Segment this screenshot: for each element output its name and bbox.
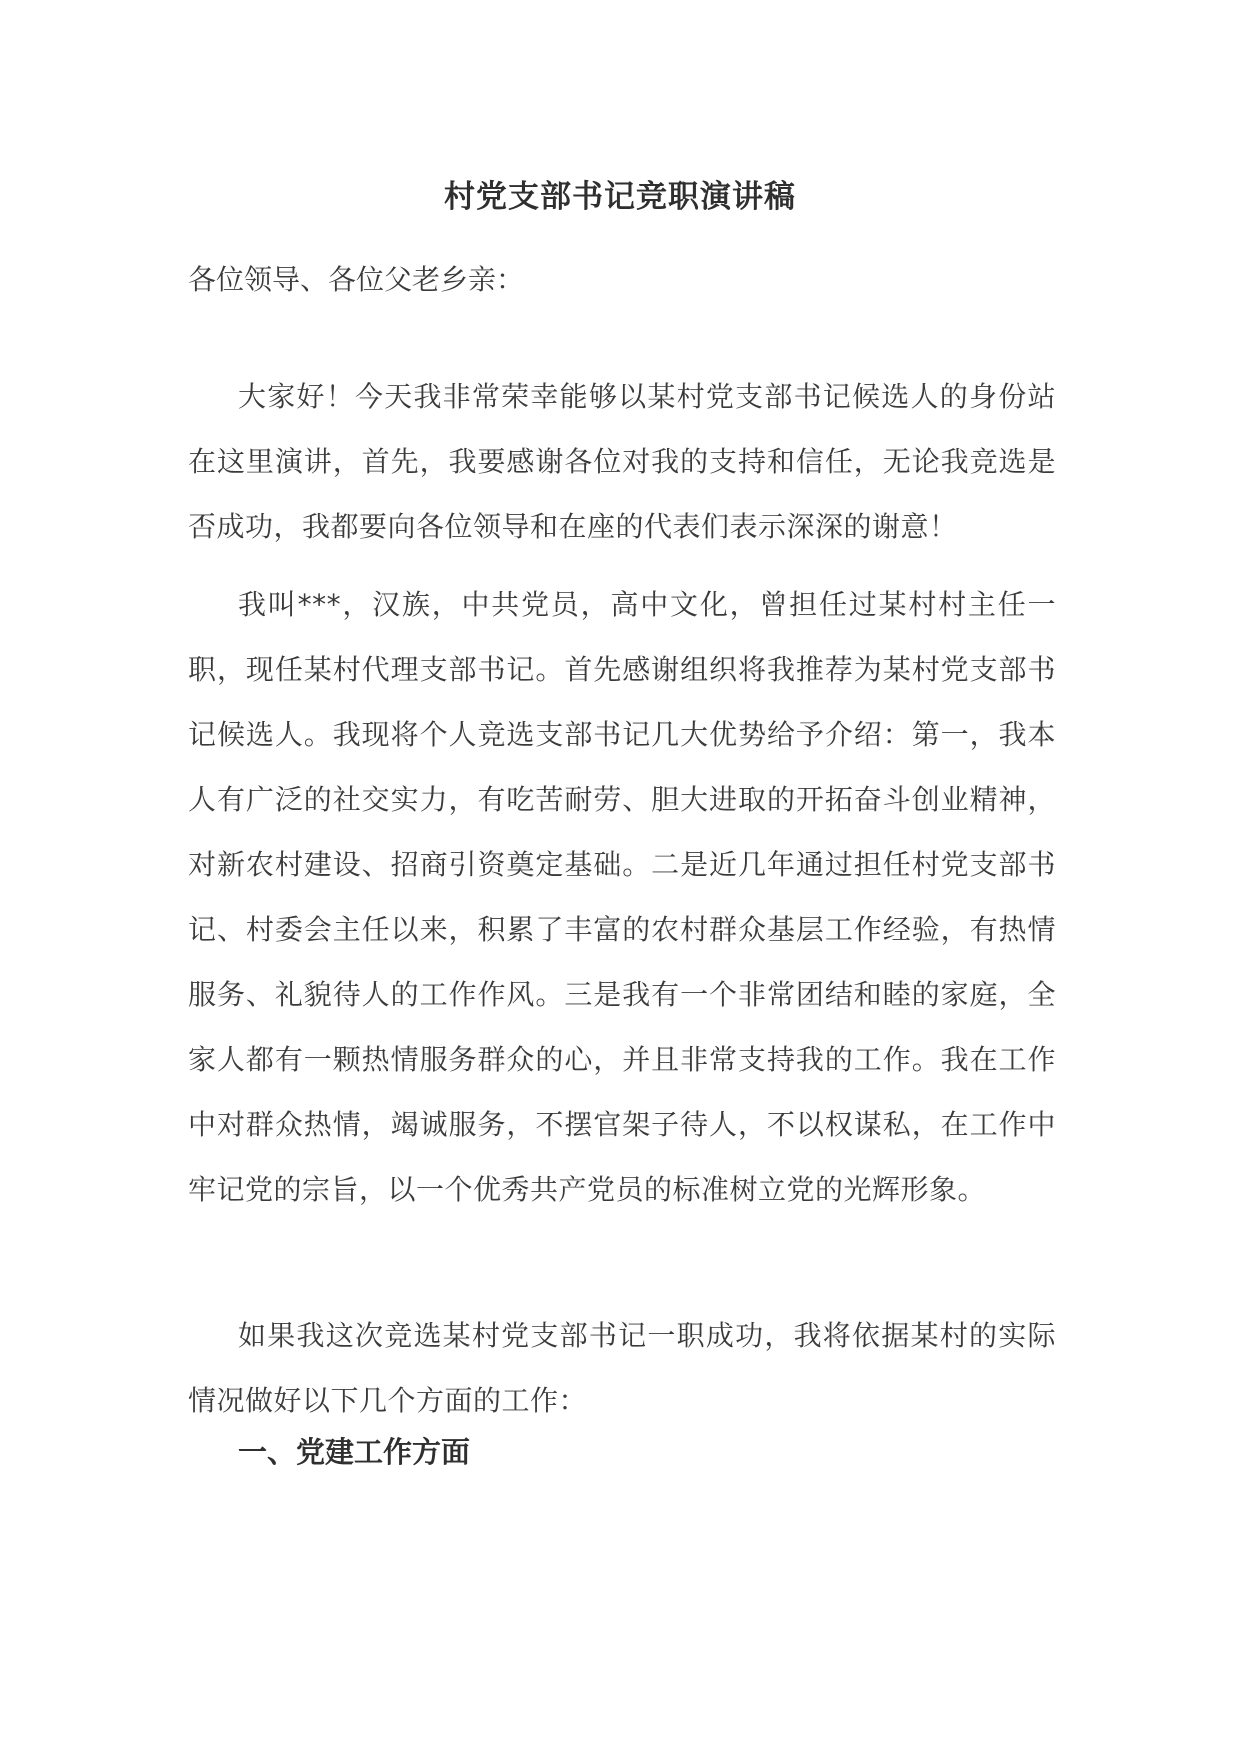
salutation: 各位领导、各位父老乡亲：: [188, 263, 525, 296]
document-title: 村党支部书记竞职演讲稿: [444, 179, 796, 215]
paragraph-introduction: 我叫***，汉族，中共党员，高中文化，曾担任过某村村主任一职，现任某村代理支部书记。首先感谢组织将我推荐为某村党支部书记候选人。我现将个人竞选支部书记几大优势给予介绍：第一，我本人有广泛的社交实力，有吃苦耐劳、胆大进取的开拓奋斗创业精神，对新农村建设、招商引资奠定基础。二是近几年通过担任村党支部书记、村委会主任以来，积累了丰富的农村群众基层工作经验，有热情服务、礼貌待人的工作作风。三是我有一个非常团结和睦的家庭，全家人都有一颗热情服务群众的心，并且非常支持我的工作。我在工作中对群众热情，竭诚服务，不摆官架子待人，不以权谋私，在工作中牢记党的宗旨，以一个优秀共产党员的标准树立党的光辉形象。: [188, 588, 1056, 1206]
paragraph-plan-intro: 如果我这次竞选某村党支部书记一职成功，我将依据某村的实际情况做好以下几个方面的工作：: [188, 1319, 1056, 1417]
paragraph-greeting: 大家好！今天我非常荣幸能够以某村党支部书记候选人的身份站在这里演讲，首先，我要感谢各位对我的支持和信任，无论我竞选是否成功，我都要向各位领导和在座的代表们表示深深的谢意！: [188, 380, 1056, 543]
section-heading: 一、党建工作方面: [238, 1435, 471, 1469]
